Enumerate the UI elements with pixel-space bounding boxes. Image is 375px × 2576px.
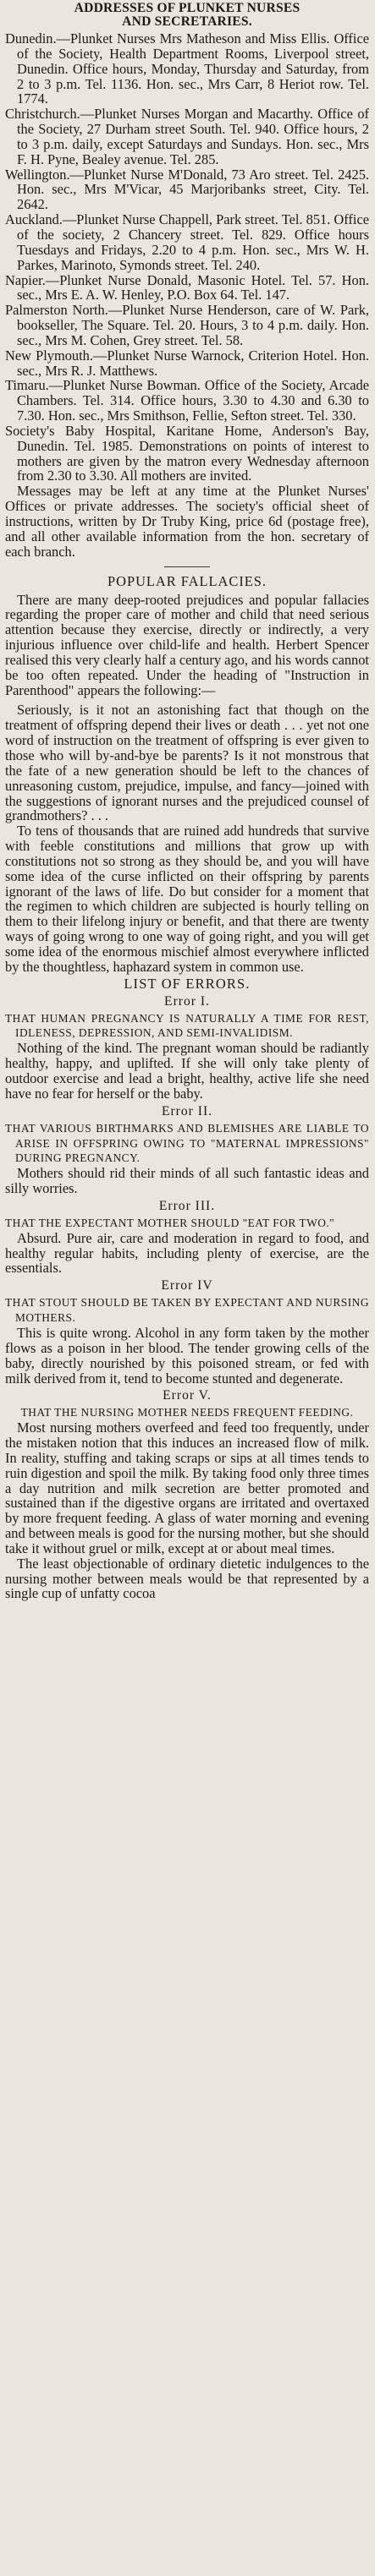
address-entry	[5, 212, 369, 272]
entry-details: .—Plunket Nurses Morgan and Macarthy. Office of the Society, 27 Durham street South. Tel. 940. Office hours, 2 to 3 p.m. daily, except Saturdays and Sundays. Hon. sec., Mrs F. H. Pyne, Bealey avenue. Tel. 285.	[17, 106, 369, 167]
error-heading: THAT HUMAN PREGNANCY IS NATURALLY A TIME FOR REST, IDLENESS, DEPRESSION, AND SEMI-INVALIDISM.	[5, 1011, 369, 1040]
error-section	[5, 1388, 369, 1601]
entry-details: .—Plunket Nurse Bowman. Office of the Society, Arcade Chambers. Tel. 314. Office hours, 3.30 to 4.30 and 6.30 to 7.30. Hon. sec., Mrs Smithson, Fellie, Sefton street. Tel. 330.	[17, 377, 369, 424]
address-entry	[5, 303, 369, 348]
entry-city: New Plymouth	[5, 347, 90, 364]
error-heading: THAT THE NURSING MOTHER NEEDS FREQUENT FEEDING.	[20, 1406, 354, 1419]
entry-details: , Karitane Home, Anderson's Bay, Dunedin. Tel. 1985. Demonstrations on points of interest to mothers are given by the matron every Wednesday afternoon from 2.30 to 3.30. All mothers are invited.	[17, 422, 369, 484]
error-section	[5, 1104, 369, 1196]
error-body: Mothers should rid their minds of all such fantastic ideas and silly worries.	[5, 1165, 369, 1197]
address-entry	[5, 107, 369, 167]
entry-city: Napier	[5, 271, 42, 288]
divider	[164, 566, 210, 567]
notice-paragraph: Messages may be left at any time at the Plunket Nurses' Offices or private addresses. The society's official sheet of instructions, written by Dr Truby King, price 6d (postage free), and all other available information from the hon. secretary of each branch.	[5, 483, 369, 560]
error-section	[5, 994, 369, 1102]
address-entry	[5, 424, 369, 484]
address-entry	[5, 348, 369, 379]
error-body-continued: The least objectionable of ordinary dietetic indulgences to the nursing mother between meals would be that represented by a single cup of unfatty cocoa	[5, 1555, 369, 1602]
quote-paragraph: To tens of thousands that are ruined add hundreds that survive with feeble constitutions and millions that grow up with constitutions not so strong as they should be, and you will have some idea of the curse inflicted on their offspring by parents ignorant of the laws of life. Do but consider for a moment that the regimen to which children are subjected is hourly telling on them to their lifelong injury or benefit, and that there are twenty ways of going wrong to one way of going right, and you will get some idea of the enormous mischief almost everywhere inflicted by the thoughtless, haphazard system in common use.	[5, 823, 369, 975]
entry-details: .—Plunket Nurse Donald, Masonic Hotel. Tel. 57. Hon. sec., Mrs E. A. W. Henley, P.O. Box 64. Tel. 147.	[17, 271, 369, 304]
entry-city: Palmerston North	[5, 302, 105, 319]
entry-city: Christchurch	[5, 106, 77, 123]
entry-city: Wellington	[5, 166, 67, 183]
error-heading: THAT VARIOUS BIRTHMARKS AND BLEMISHES ARE LIABLE TO ARISE IN OFFSPRING OWING TO "MATERNAL IMPRESSIONS" DURING PREGNANCY.	[5, 1121, 369, 1165]
article-title: POPULAR FALLACIES.	[108, 572, 267, 589]
quote-paragraph: Seriously, is it not an astonishing fact that though on the treatment of offspring depend their lives or death . . . yet not one word of instruction on the treatment of offspring is ever given to those who will by-and-bye be parents? Is it not monstrous that the fate of a new generation should be left to the chances of unreasoning custom, prejudice, impulse, and fancy—joined with the suggestions of ignorant nurses and the prejudiced counsel of grandmothers? . . .	[5, 702, 369, 824]
entry-city: Dunedin	[5, 30, 53, 46]
address-entry	[5, 167, 369, 213]
address-entry	[5, 273, 369, 304]
entry-details: .—Plunket Nurse M'Donald, 73 Aro street. Tel. 2425. Hon. sec., Mrs M'Vicar, 45 Marjoribanks street, City. Tel. 2642.	[17, 166, 369, 213]
entry-city: Society's Baby Hospital	[5, 422, 152, 439]
list-title: LIST OF ERRORS.	[124, 975, 251, 992]
error-label: Error I.	[164, 993, 210, 1009]
entry-city: Timaru	[5, 377, 46, 394]
section-title: ADDRESSES OF PLUNKET NURSES	[74, 1, 301, 15]
address-entry	[5, 31, 369, 107]
error-section	[5, 1199, 369, 1276]
address-entry	[5, 378, 369, 424]
error-label: Error V.	[163, 1388, 212, 1403]
error-heading: THAT THE EXPECTANT MOTHER SHOULD "EAT FOR TWO."	[5, 1216, 335, 1229]
section-subtitle: AND SECRETARIES.	[122, 14, 252, 29]
entry-city: Auckland	[5, 211, 59, 228]
error-heading: THAT STOUT SHOULD BE TAKEN BY EXPECTANT AND NURSING MOTHERS.	[5, 1296, 369, 1325]
address-list	[5, 31, 369, 484]
entry-details: .—Plunket Nurse Henderson, care of W. Park, bookseller, The Square. Tel. 20. Hours, 3 to 4 p.m. daily. Hon. sec., Mrs M. Cohen, Grey street. Tel. 58.	[17, 302, 370, 348]
error-body: Absurd. Pure air, care and moderation in regard to food, and healthy regular habits, including plenty of exercise, are the essentials.	[5, 1229, 369, 1277]
error-section	[5, 1278, 369, 1386]
entry-details: .—Plunket Nurse Warnock, Criterion Hotel. Hon. sec., Mrs R. J. Matthews.	[17, 347, 369, 379]
error-body: Most nursing mothers overfeed and feed too frequently, under the mistaken notion that this induces an increased flow of milk. In reality, stuffing and taking scraps or sips at all times tends to ruin digestion and spoil the milk. By taking food only three times a day nutrition and milk secretion are better promoted and sustained than if the digestive organs are irritated and overtaxed by more frequent feeding. A glass of water morning and evening and between meals is good for the nursing mother, but she should take it without gruel or milk, except at or about meal times.	[5, 1419, 369, 1556]
article-intro: There are many deep-rooted prejudices and popular fallacies regarding the proper care of mother and child that need serious attention because they exercise, directly or indirectly, a very injurious influence over child-life and health. Herbert Spencer realised this very clearly half a century ago, and his words cannot be too often repeated. Under the heading of "Instruction in Parenthood" appears the following:—	[5, 591, 369, 698]
entry-details: .—Plunket Nurse Chappell, Park street. Tel. 851. Office of the society, 2 Chancery street. Tel. 829. Office hours Tuesdays and Fridays, 2.20 to 4 p.m. Hon. sec., Mrs W. H. Parkes, Marinoto, Symonds street. Tel. 240.	[17, 211, 369, 273]
error-label: Error III.	[158, 1198, 216, 1213]
error-label: Error II.	[161, 1103, 213, 1118]
error-label: Error IV	[161, 1278, 213, 1293]
entry-details: .—Plunket Nurses Mrs Matheson and Miss Ellis. Office of the Society, Health Department Rooms, Liverpool street, Dunedin. Office hours, Monday, Thursday and Saturday, from 2 to 3 p.m. Tel. 1136. Hon. sec., Mrs Carr, 8 Heriot row. Tel. 1774.	[17, 30, 369, 107]
error-body: Nothing of the kind. The pregnant woman should be radiantly healthy, happy, and uplifted. If she will only take plenty of outdoor exercise and lead a bright, healthy, active life she need have no fear for herself or the baby.	[5, 1040, 369, 1102]
error-body: This is quite wrong. Alcohol in any form taken by the mother flows as a poison in her blood. The tender growing cells of the baby, directly nourished by this poisoned stream, or fed with milk derived from it, tend to become stunted and degenerate.	[5, 1324, 369, 1386]
